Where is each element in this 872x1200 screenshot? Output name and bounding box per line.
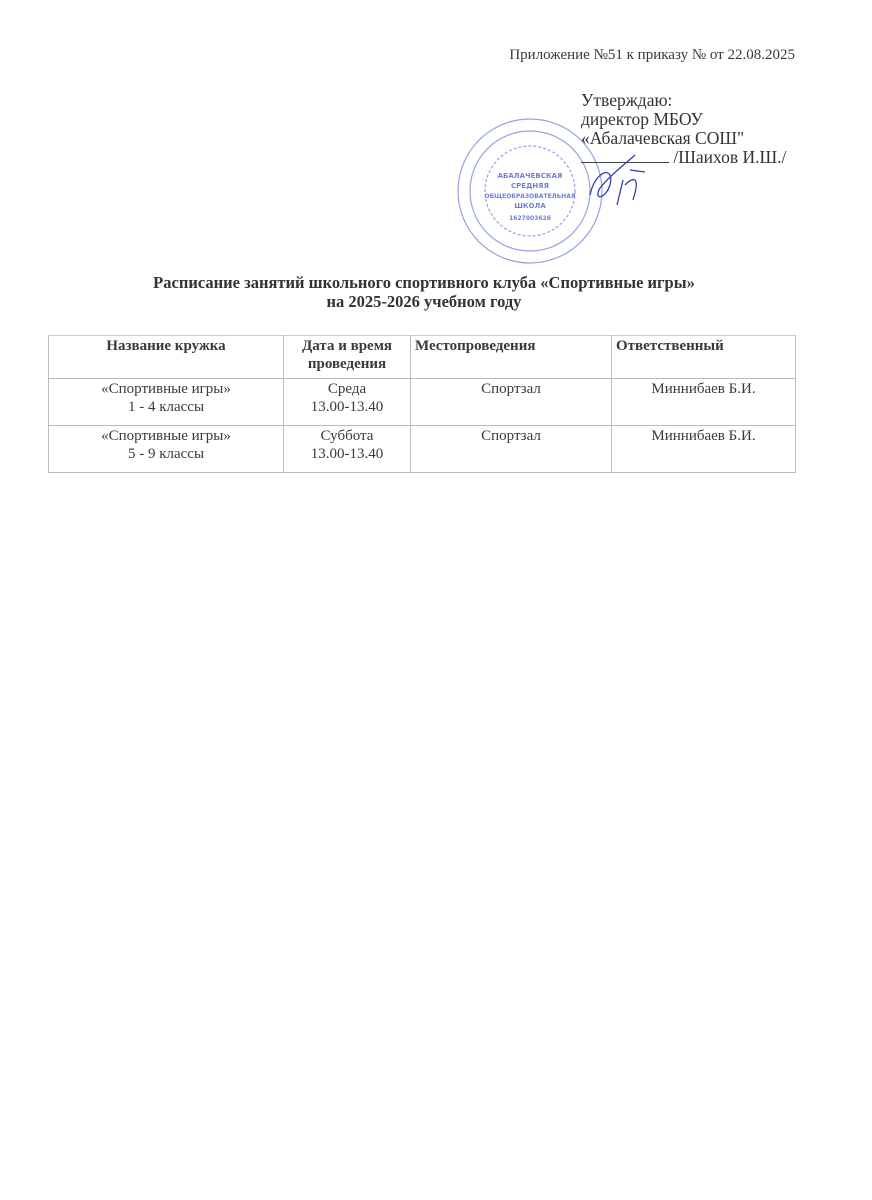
cell-datetime <box>284 379 411 426</box>
cell-club-name <box>49 379 284 426</box>
table-row <box>49 426 796 473</box>
table-header-row <box>49 336 796 379</box>
table-row <box>49 379 796 426</box>
annex-reference: Приложение №51 к приказу № от 22.08.2025 <box>509 47 795 63</box>
cell-responsible: Миннибаев Б.И. <box>612 426 796 473</box>
svg-text:СРЕДНЯЯ: СРЕДНЯЯ <box>511 182 549 190</box>
cell-datetime <box>284 426 411 473</box>
cell-club-name <box>49 426 284 473</box>
svg-text:ОБЩЕОБРАЗОВАТЕЛЬНАЯ: ОБЩЕОБРАЗОВАТЕЛЬНАЯ <box>484 193 576 200</box>
approval-school: «Абалачевская СОШ" <box>581 128 745 148</box>
club-grades: 5 - 9 классы <box>127 446 205 462</box>
header-club-name: Название кружка <box>49 336 284 379</box>
approval-director-name: /Шаихов И.Ш./ <box>673 147 787 167</box>
club-name: «Спортивные игры» <box>101 428 231 444</box>
title-line-1: Расписание занятий школьного спортивного клуба «Спортивные игры» <box>153 273 695 292</box>
document-title <box>0 273 848 311</box>
svg-text:1627003626: 1627003626 <box>509 215 551 222</box>
svg-text:ШКОЛА: ШКОЛА <box>514 202 546 210</box>
header-responsible: Ответственный <box>612 336 796 379</box>
header-datetime: Дата и время проведения <box>284 336 411 379</box>
cell-responsible: Миннибаев Б.И. <box>612 379 796 426</box>
cell-place: Спортзал <box>411 379 612 426</box>
svg-text:АБАЛАЧЕВСКАЯ: АБАЛАЧЕВСКАЯ <box>497 172 563 180</box>
cell-place: Спортзал <box>411 426 612 473</box>
day: Среда <box>327 381 367 397</box>
time: 13.00-13.40 <box>310 399 384 415</box>
approval-label: Утверждаю: <box>581 90 673 110</box>
day: Суббота <box>320 428 374 444</box>
header-place: Местопроведения <box>411 336 612 379</box>
title-line-2: на 2025-2026 учебном году <box>326 292 522 311</box>
approval-position: директор МБОУ <box>581 109 703 129</box>
time: 13.00-13.40 <box>310 446 384 462</box>
schedule-table <box>48 335 796 473</box>
director-signature <box>585 150 665 210</box>
club-grades: 1 - 4 классы <box>127 399 205 415</box>
club-name: «Спортивные игры» <box>101 381 231 397</box>
